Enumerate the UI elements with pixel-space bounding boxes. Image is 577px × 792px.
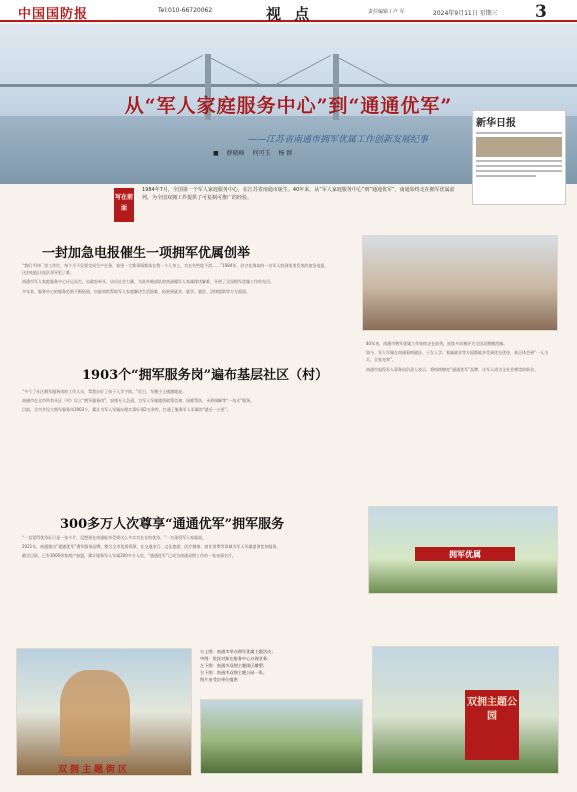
- group-photo: [362, 235, 558, 331]
- right-column: [366, 340, 556, 375]
- section-heading: 1903个“拥军服务岗”遍布基层社区（村）: [82, 368, 329, 383]
- section-heading: 300多万人次尊享“通通优军”拥军服务: [60, 517, 285, 532]
- paragraph: “一直觉得优待证只是一张卡片，没想到在南通能享受到这么多实实在在的优待。”一名现役军人家属说。: [22, 535, 207, 540]
- paragraph: 2021年，南通推出“通通优军”拥军服务品牌，整合全市优质资源，在交通出行、文化旅游、医疗健康、商业消费等领域为军人军属提供优待服务。: [22, 544, 281, 550]
- paragraph: 40年来，南通市拥军优属工作始终走在前列，连续多次被评为全国双拥模范城。: [366, 341, 508, 346]
- caption-line: 中图：优抚对象在服务中心办理业务；: [200, 656, 272, 661]
- clipping-line: [476, 170, 562, 172]
- caption-line: 左下图：南通市双拥主题街区雕塑；: [200, 663, 268, 668]
- masthead: [0, 0, 577, 22]
- bridge-deck: [0, 84, 577, 87]
- bridge-cable: [148, 55, 203, 85]
- author: 何可玉: [252, 150, 271, 157]
- main-headline: 从“军人家庭服务中心”到“通通优军”: [124, 95, 453, 117]
- caption-line: 右上图：南通市举办拥军优属主题活动；: [200, 649, 276, 654]
- clipping-line: [476, 132, 562, 134]
- sculpture-figure: [60, 670, 130, 756]
- paragraph: 多年来，服务中心的服务范围不断拓展，由最初的帮助军人家庭解决生活困难，拓展到就业、就学、就医、法律援助等方方面面。: [22, 288, 250, 294]
- section-heading: 一封加急电报催生一项拥军优属创举: [42, 246, 251, 261]
- bridge-sign: 拥军优属: [415, 547, 515, 561]
- paragraph: “多亏了社区拥军服务岗的工作人员，帮我办好了孩子入学手续。”近日，军嫂小王感激地说。: [22, 389, 187, 394]
- page-number: 3: [535, 2, 547, 22]
- paragraph: 目前，全市共设立拥军服务岗1903个，累计为军人军属办理实事好事2万余件，打通了服务军人军属的“最后一公里”。: [22, 407, 231, 413]
- bridge-cable: [208, 56, 261, 85]
- newspaper-logo: 中国国防报: [18, 7, 89, 22]
- red-sign: 双拥主题公园: [465, 690, 519, 760]
- caption-line: 右下图：南通市双拥主题公园一角。: [200, 670, 268, 675]
- bridge-cable: [276, 55, 331, 85]
- clipping-line: [476, 175, 536, 177]
- byline-mark: ■: [213, 150, 219, 157]
- telephone: Tel:010-66720062: [158, 7, 213, 14]
- author: 薛晓峰: [226, 150, 245, 157]
- paragraph: 截至目前，已有3000余家商户加盟，累计服务军人军属300多万人次，“通通优军”已成为南通双拥工作的一张亮丽名片。: [22, 553, 236, 559]
- paragraph: 南通市在全市所有社区（村）设立“拥军服务岗”，安排专人负责，为军人军属提供政策咨询、困难帮扶、矛盾调解等“一站式”服务。: [22, 398, 255, 404]
- park-road-photo: [200, 699, 363, 774]
- caption-credit: 图片由受访单位提供: [200, 677, 238, 682]
- article-body: [22, 262, 332, 297]
- clipping-line: [476, 160, 562, 162]
- newspaper-clipping: [472, 110, 566, 205]
- paragraph: 南通市退役军人事务局负责人表示，将持续擦亮“通通优军”品牌，让军人成为全社会尊崇的职业。: [366, 366, 539, 372]
- byline: [213, 148, 298, 157]
- article-body: [22, 388, 356, 416]
- clipping-title: 新华日报: [476, 118, 516, 129]
- clipping-photo: [476, 137, 562, 157]
- photo-caption: [200, 648, 365, 683]
- paragraph: 如今，军人军属在南通看病就医、子女入学、家属就业等方面都能享受到优先优待，真正体会到“一人当兵，全家光荣”。: [366, 350, 549, 363]
- paragraph: “我们平时厂里工作忙，每个月不仅要完成生产任务，家里一大堆事情都落在我一个人身上，实在有些吃不消……”1984年，驻守在海岛的一名军人收到家里发来的加急电报，这封电报让连队领导犯了难。: [22, 263, 329, 276]
- clipping-line: [476, 165, 562, 167]
- bridge-sign-photo: [368, 506, 558, 594]
- article-body: [22, 534, 356, 562]
- bridge-cable: [336, 56, 389, 85]
- sculpture-text: 双拥主题街区: [58, 765, 131, 775]
- intro-note: 1984年7月，全国第一个军人家庭服务中心，在江苏省南通市诞生。40年来，从“军人家庭服务中心”到“通通优军”，南通始终走在拥军优属前列，为全国双拥工作提供了可复制可推广的经验。: [142, 187, 455, 201]
- intro-tag: 写在前面: [114, 188, 134, 222]
- issue-date: 2024年9月11日 星期三: [433, 10, 498, 17]
- author: 杨 群: [278, 150, 293, 157]
- paragraph: 南通市军人家庭服务中心应运而生，由政府牵头，动员社会力量，为驻外地部队的南通籍军人家属排忧解难，开创了全国拥军优属工作的先河。: [22, 279, 274, 285]
- headline-subtitle: ——江苏省南通市拥军优属工作创新发展纪事: [248, 135, 429, 145]
- editor-credit: 责任编辑 / 卢 军: [368, 9, 405, 15]
- section-title: 视 点: [266, 5, 314, 23]
